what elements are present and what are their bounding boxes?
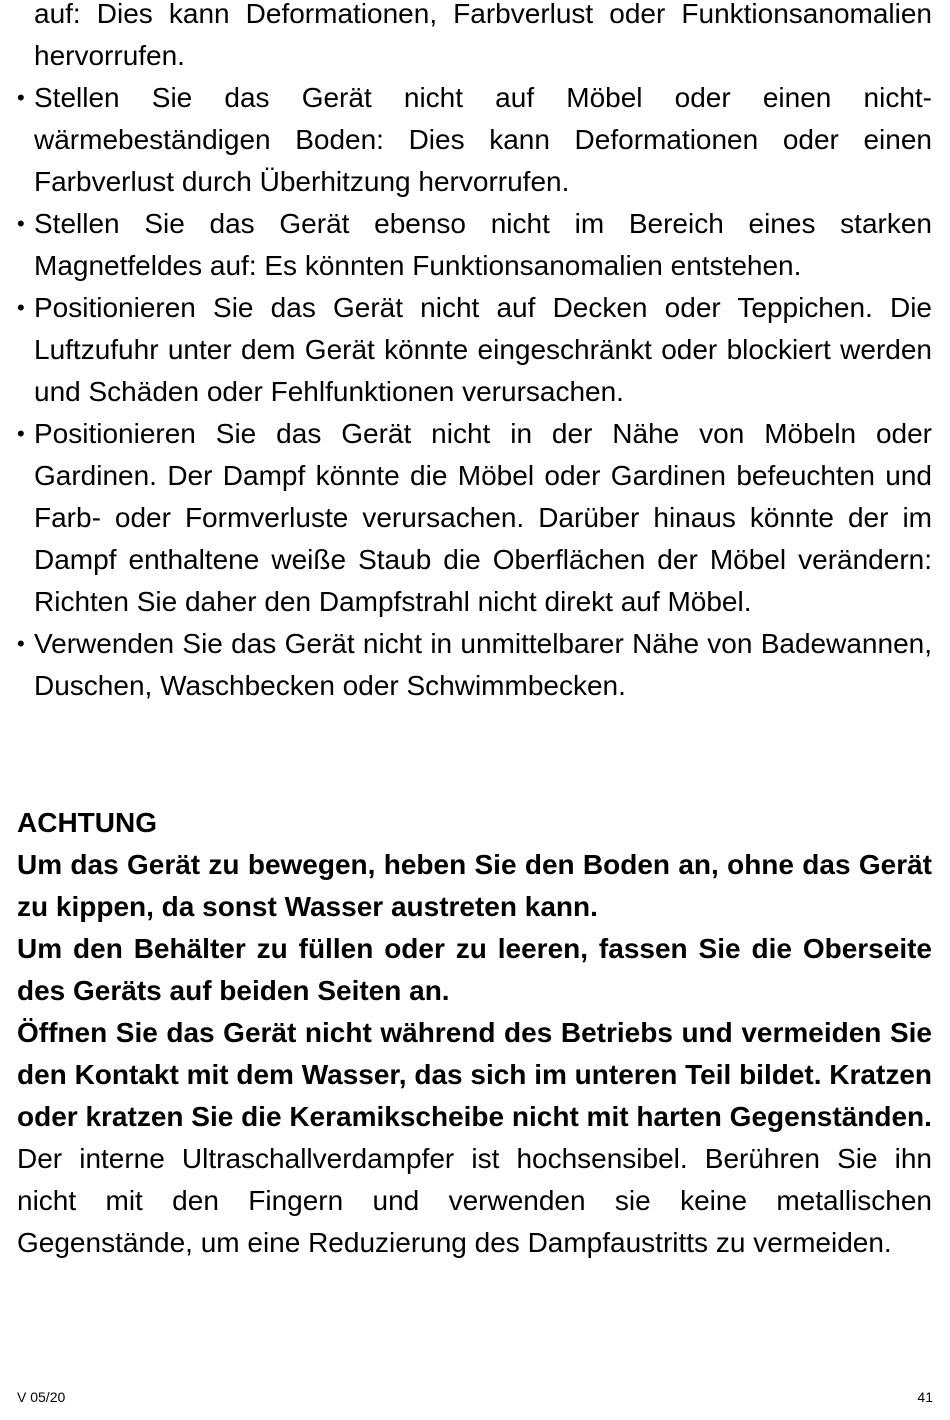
warning-paragraph-container: Um den Behälter zu füllen oder zu leeren, fassen Sie die Oberseite des Geräts auf beiden Seiten an. — [17, 933, 932, 1006]
bullet-item-furniture-floor — [17, 77, 932, 203]
safety-bullet-list — [17, 0, 932, 707]
bullet-item-furniture-curtains — [17, 413, 932, 623]
bullet-item-bathtubs — [17, 623, 932, 707]
bullet-text: auf: Dies kann Deformationen, Farbverlust oder Funktionsanomalien hervorrufen. — [34, 0, 932, 71]
bullet-item-blankets-carpets — [17, 287, 932, 413]
page-number: 41 — [917, 1389, 933, 1405]
bullet-item-magnetic-field — [17, 203, 932, 287]
bullet-continuation — [17, 0, 932, 77]
bullet-dot-icon: • — [17, 295, 25, 320]
bullet-text: Stellen Sie das Gerät nicht auf Möbel oder einen nicht-wärmebeständigen Boden: Dies kann Deformationen oder einen Farbverlust durch Überhitzung hervorrufen. — [34, 82, 932, 197]
version-label: V 05/20 — [17, 1389, 66, 1405]
bullet-dot-icon: • — [17, 631, 25, 656]
warning-paragraph-ultrasonic: Der interne Ultraschallverdampfer ist hochsensibel. Berühren Sie ihn nicht mit den Fingern und verwenden sie keine metallischen Gegenstände, um eine Reduzierung des Dampfaustritts zu vermeiden. — [17, 1143, 932, 1258]
bullet-text: Positionieren Sie das Gerät nicht auf Decken oder Teppichen. Die Luftzufuhr unter dem Gerät könnte eingeschränkt oder blockiert werden und Schäden oder Fehlfunktionen verursachen. — [34, 292, 932, 407]
bullet-text: Positionieren Sie das Gerät nicht in der Nähe von Möbeln oder Gardinen. Der Dampf könnte die Möbel oder Gardinen befeuchten und Farb- oder Formverluste verursachen. Darüber hinaus könnte der im Dampf enthaltene weiße Staub die Oberflächen der Möbel verändern: Richten Sie daher den Dampfstrahl nicht direkt auf Möbel. — [34, 418, 932, 617]
warning-heading: ACHTUNG — [17, 807, 157, 838]
warning-paragraph-moving: Um das Gerät zu bewegen, heben Sie den Boden an, ohne das Gerät zu kippen, da sonst Wasser austreten kann. — [17, 849, 932, 922]
bullet-text: Stellen Sie das Gerät ebenso nicht im Bereich eines starken Magnetfeldes auf: Es könnten Funktionsanomalien entstehen. — [34, 208, 932, 281]
bullet-dot-icon: • — [17, 85, 25, 110]
bullet-text: Verwenden Sie das Gerät nicht in unmittelbarer Nähe von Badewannen, Duschen, Waschbecken oder Schwimmbecken. — [34, 628, 932, 701]
warning-paragraph-operation: Öffnen Sie das Gerät nicht während des Betriebs und vermeiden Sie den Kontakt mit dem Wasser, das sich im unteren Teil bildet. Kratzen oder kratzen Sie die Keramikscheibe nicht mit harten Gegenständen. — [17, 1017, 932, 1132]
warning-section — [17, 802, 932, 1264]
bullet-dot-icon: • — [17, 421, 25, 446]
bullet-dot-icon: • — [17, 211, 25, 236]
